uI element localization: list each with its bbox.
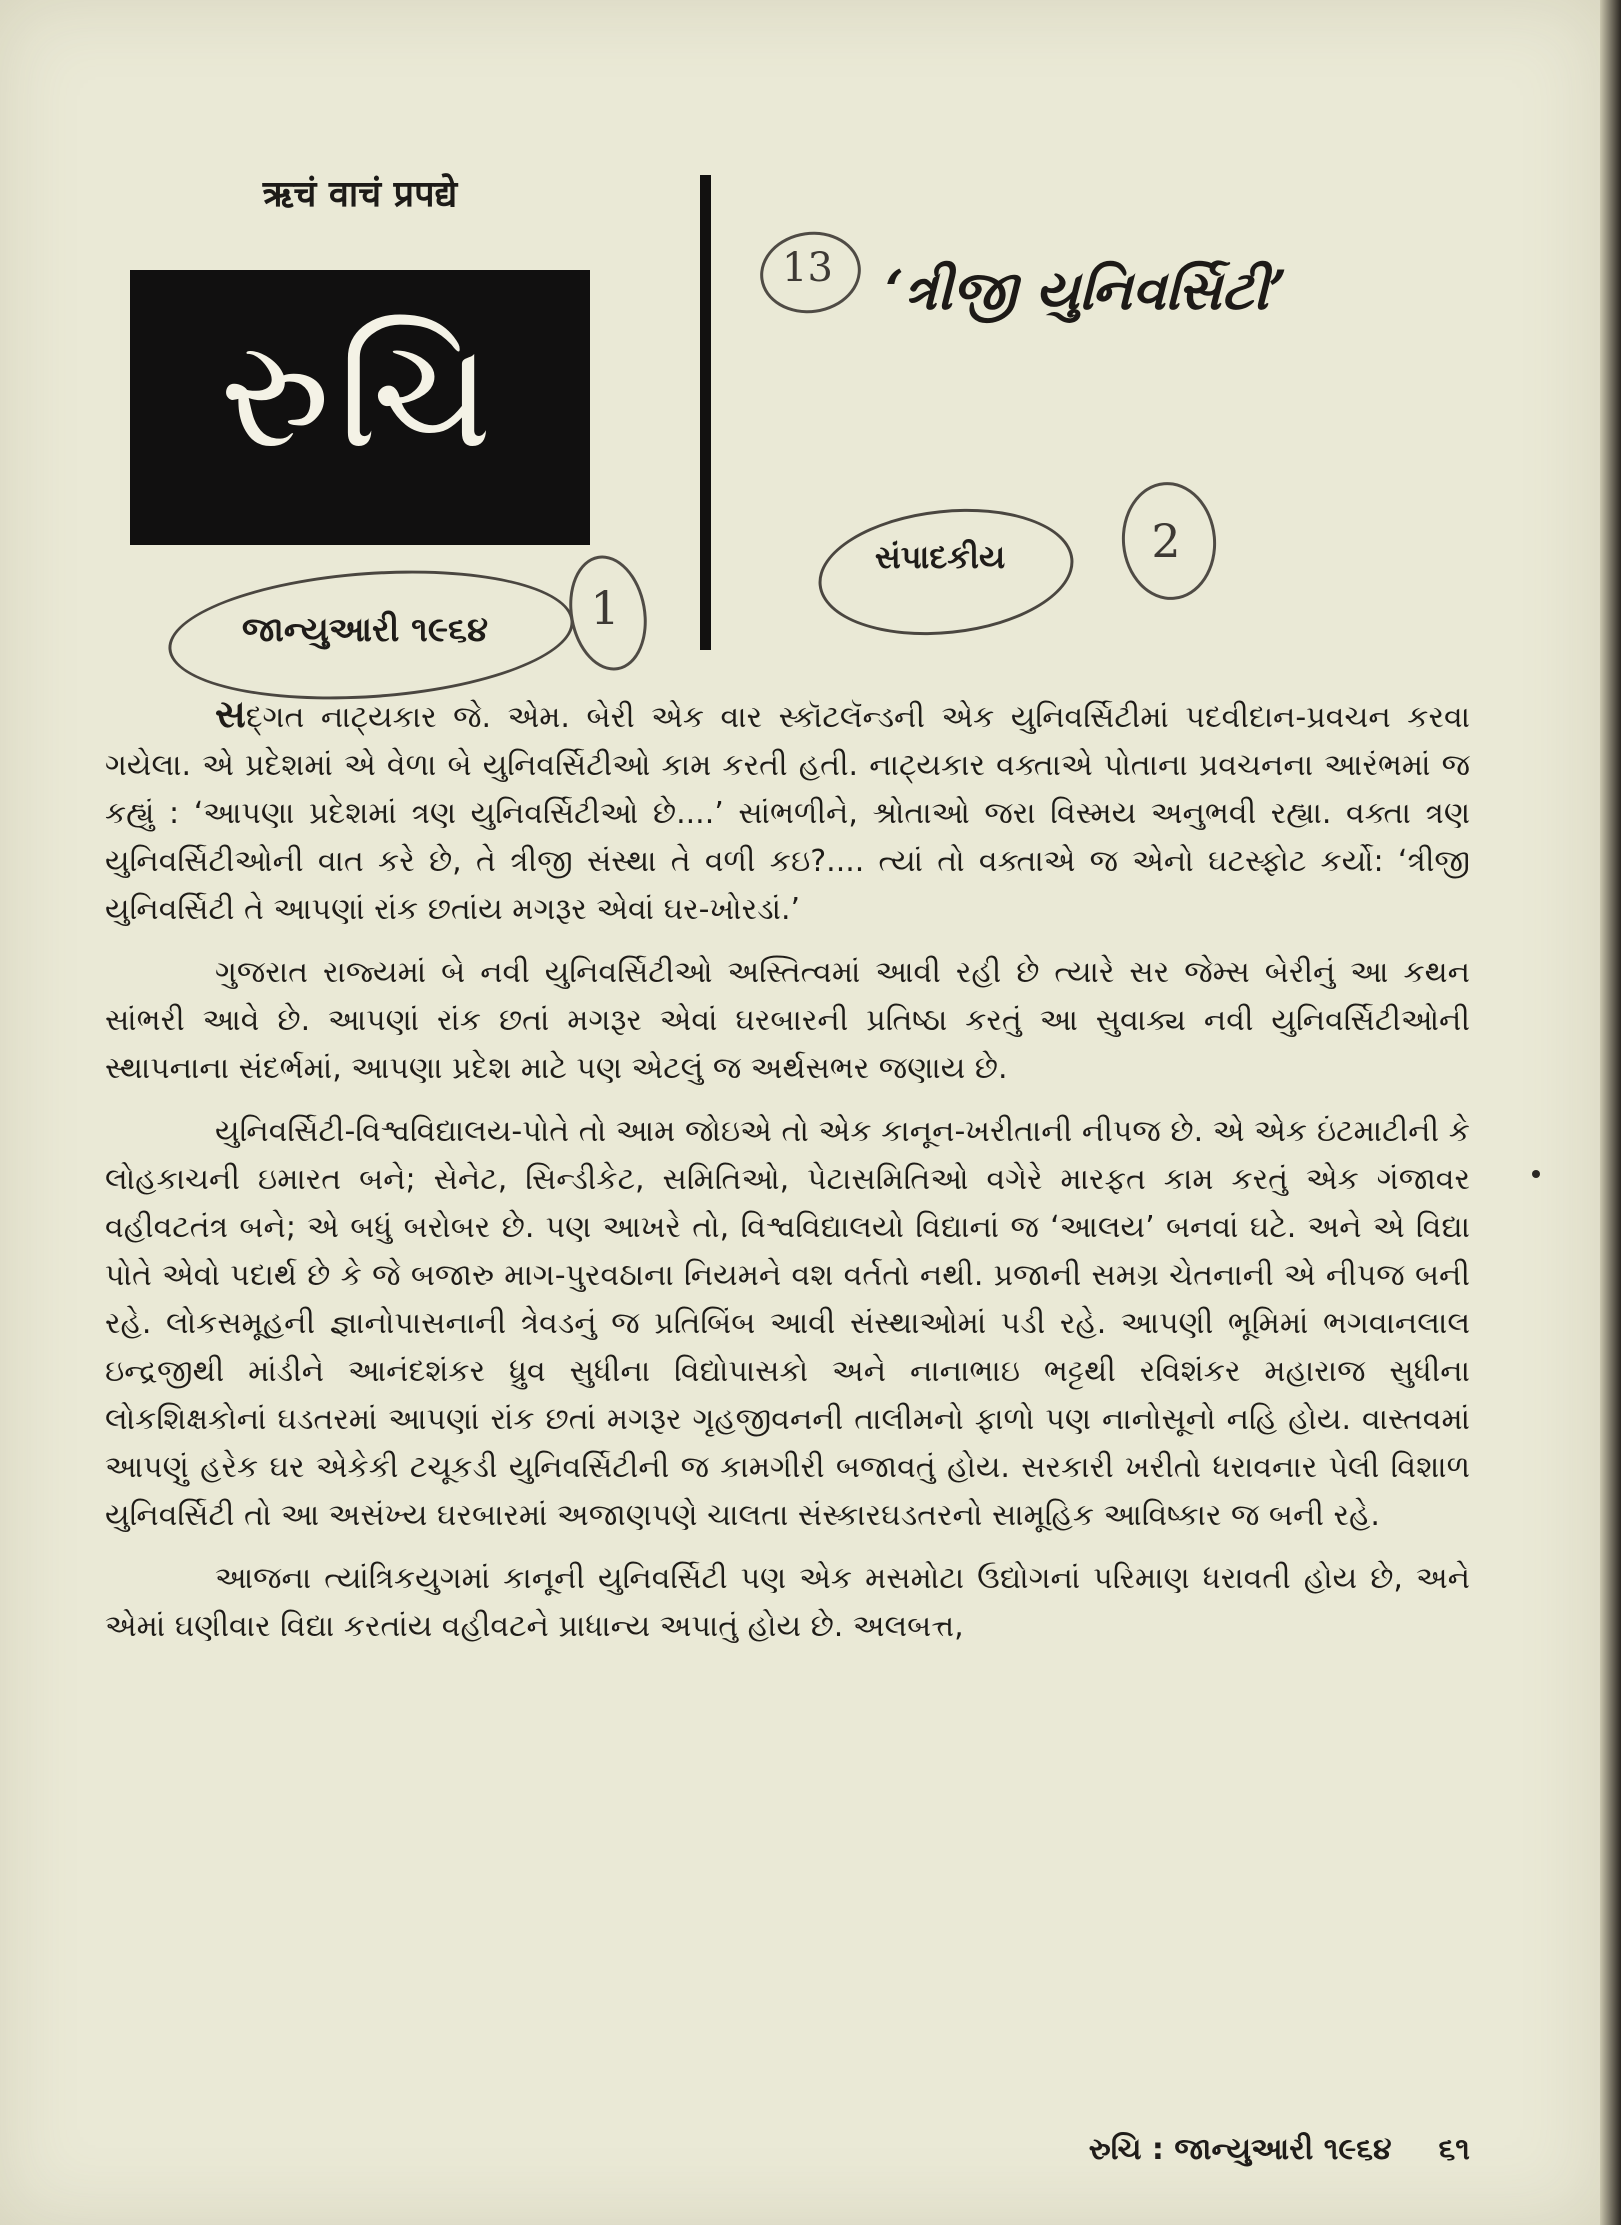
page-number: ૬૧ bbox=[1438, 2132, 1470, 2167]
running-head: રુચિ : જાન્યુઆરી ૧૯૬૪ bbox=[1088, 2132, 1392, 2167]
ink-speck bbox=[1532, 1170, 1540, 1178]
paragraph-text: દ્ગત નાટ્યકાર જે. એમ. બેરી એક વાર સ્કૉટલૅન્ડની એક યુનિવર્સિટીમાં પદવીદાન-પ્રવચન કરવા ગયેલા. એ પ્રદેશમાં એ વેળા બે યુનિવર્સિટીઓ કામ કરતી હતી. નાટ્યકાર વક્તાએ પોતાના પ્રવચનના આરંભમાં જ કહ્યું : ‘આપણા પ્રદેશમાં ત્રણ યુનિવર્સિટીઓ છે....’ સાંભળીને, શ્રોતાઓ જરા વિસ્મય અનુભવી રહ્યા. વક્તા ત્રણ યુનિવર્સિટીઓની વાત કરે છે, તે ત્રીજી સંસ્થા તે વળી કઇ?.... ત્યાં તો વક્તાએ જ એનો ઘટસ્ફોટ કર્યો: ‘ત્રીજી યુનિવર્સિટી તે આપણાં રાંક છતાંય મગરૂર એવાં ઘર-ખોરડાં.’ bbox=[105, 700, 1470, 927]
paragraph: આજના ત્યાંત્રિકયુગમાં કાનૂની યુનિવર્સિટી પણ એક મસમોટા ઉદ્યોગનાં પરિમાણ ધરાવતી હોય છે, અને એમાં ઘણીવાર વિદ્યા કરતાંય વહીવટને પ્રાધાન્ય અપાતું હોય છે. અલબત્ત, bbox=[105, 1561, 1470, 1644]
section-label: સંપાદકીય bbox=[874, 538, 1006, 576]
page-edge-shadow bbox=[1600, 0, 1621, 2225]
article-title: ‘ત્રીજી યુનિવર્સિટી’ bbox=[885, 258, 1288, 322]
paragraph bbox=[105, 690, 1470, 934]
column-divider bbox=[700, 175, 711, 650]
handwritten-page-number: 13 bbox=[782, 245, 833, 291]
magazine-logo bbox=[130, 270, 590, 545]
issue-date: જાન્યુઆરી ૧૯૬૪ bbox=[241, 610, 489, 650]
drop-cap: સ bbox=[215, 692, 246, 736]
handwritten-note-left: 1 bbox=[590, 581, 620, 635]
paragraph: ગુજરાત રાજ્યમાં બે નવી યુનિવર્સિટીઓ અસ્તિત્વમાં આવી રહી છે ત્યારે સર જેમ્સ બેરીનું આ કથન સાંભરી આવે છે. આપણાં રાંક છતાં મગરૂર એવાં ઘરબારની પ્રતિષ્ઠા કરતું આ સુવાક્ય નવી યુનિવર્સિટીઓની સ્થાપનાના સંદર્ભમાં, આપણા પ્રદેશ માટે પણ એટલું જ અર્થસભર જણાય છે. bbox=[105, 955, 1470, 1086]
logo-wordmark: રુચિ bbox=[220, 308, 500, 482]
handwritten-note-right: 2 bbox=[1151, 514, 1181, 568]
article-body bbox=[105, 690, 1470, 1666]
page-footer bbox=[1050, 2132, 1470, 2167]
paragraph: યુનિવર્સિટી-વિશ્વવિદ્યાલય-પોતે તો આમ જોઇએ તો એક કાનૂન-ખરીતાની નીપજ છે. એ એક ઇંટમાટીની કે લોહકાચની ઇમારત બને; સેનેટ, સિન્ડીકેટ, સમિતિઓ, પેટાસમિતિઓ વગેરે મારફત કામ કરતું એક ગંજાવર વહીવટતંત્ર બને; એ બધું બરોબર છે. પણ આખરે તો, વિશ્વવિદ્યાલયો વિદ્યાનાં જ ‘આલય’ બનવાં ઘટે. અને એ વિદ્યા પોતે એવો પદાર્થ છે કે જે બજારુ માગ-પુરવઠાના નિયમને વશ વર્તતો નથી. પ્રજાની સમગ્ર ચેતનાની એ નીપજ બની રહે. લોકસમૂહની જ્ઞાનોપાસનાની ત્રેવડનું જ પ્રતિબિંબ આવી સંસ્થાઓમાં પડી રહે. આપણી ભૂમિમાં ભગવાનલાલ ઇન્દ્રજીથી માંડીને આનંદશંકર ધ્રુવ સુધીના વિદ્યોપાસકો અને નાનાભાઇ ભટ્ટથી રવિશંકર મહારાજ સુધીના લોકશિક્ષકોનાં ઘડતરમાં આપણાં રાંક છતાં મગરૂર ગૃહજીવનની તાલીમનો ફાળો પણ નાનોસૂનો નહિ હોય. વાસ્તવમાં આપણું હરેક ઘર એકેકી ટચૂકડી યુનિવર્સિટીની જ કામગીરી બજાવતું હોય. સરકારી ખરીતો ધરાવનાર પેલી વિશાળ યુનિવર્સિટી તો આ અસંખ્ય ઘરબારમાં અજાણપણે ચાલતા સંસ્કારઘડતરનો સામૂહિક આવિષ્કાર જ બની રહે. bbox=[105, 1114, 1470, 1533]
sanskrit-motto: ऋचं वाचं प्रपद्ये bbox=[262, 174, 458, 215]
